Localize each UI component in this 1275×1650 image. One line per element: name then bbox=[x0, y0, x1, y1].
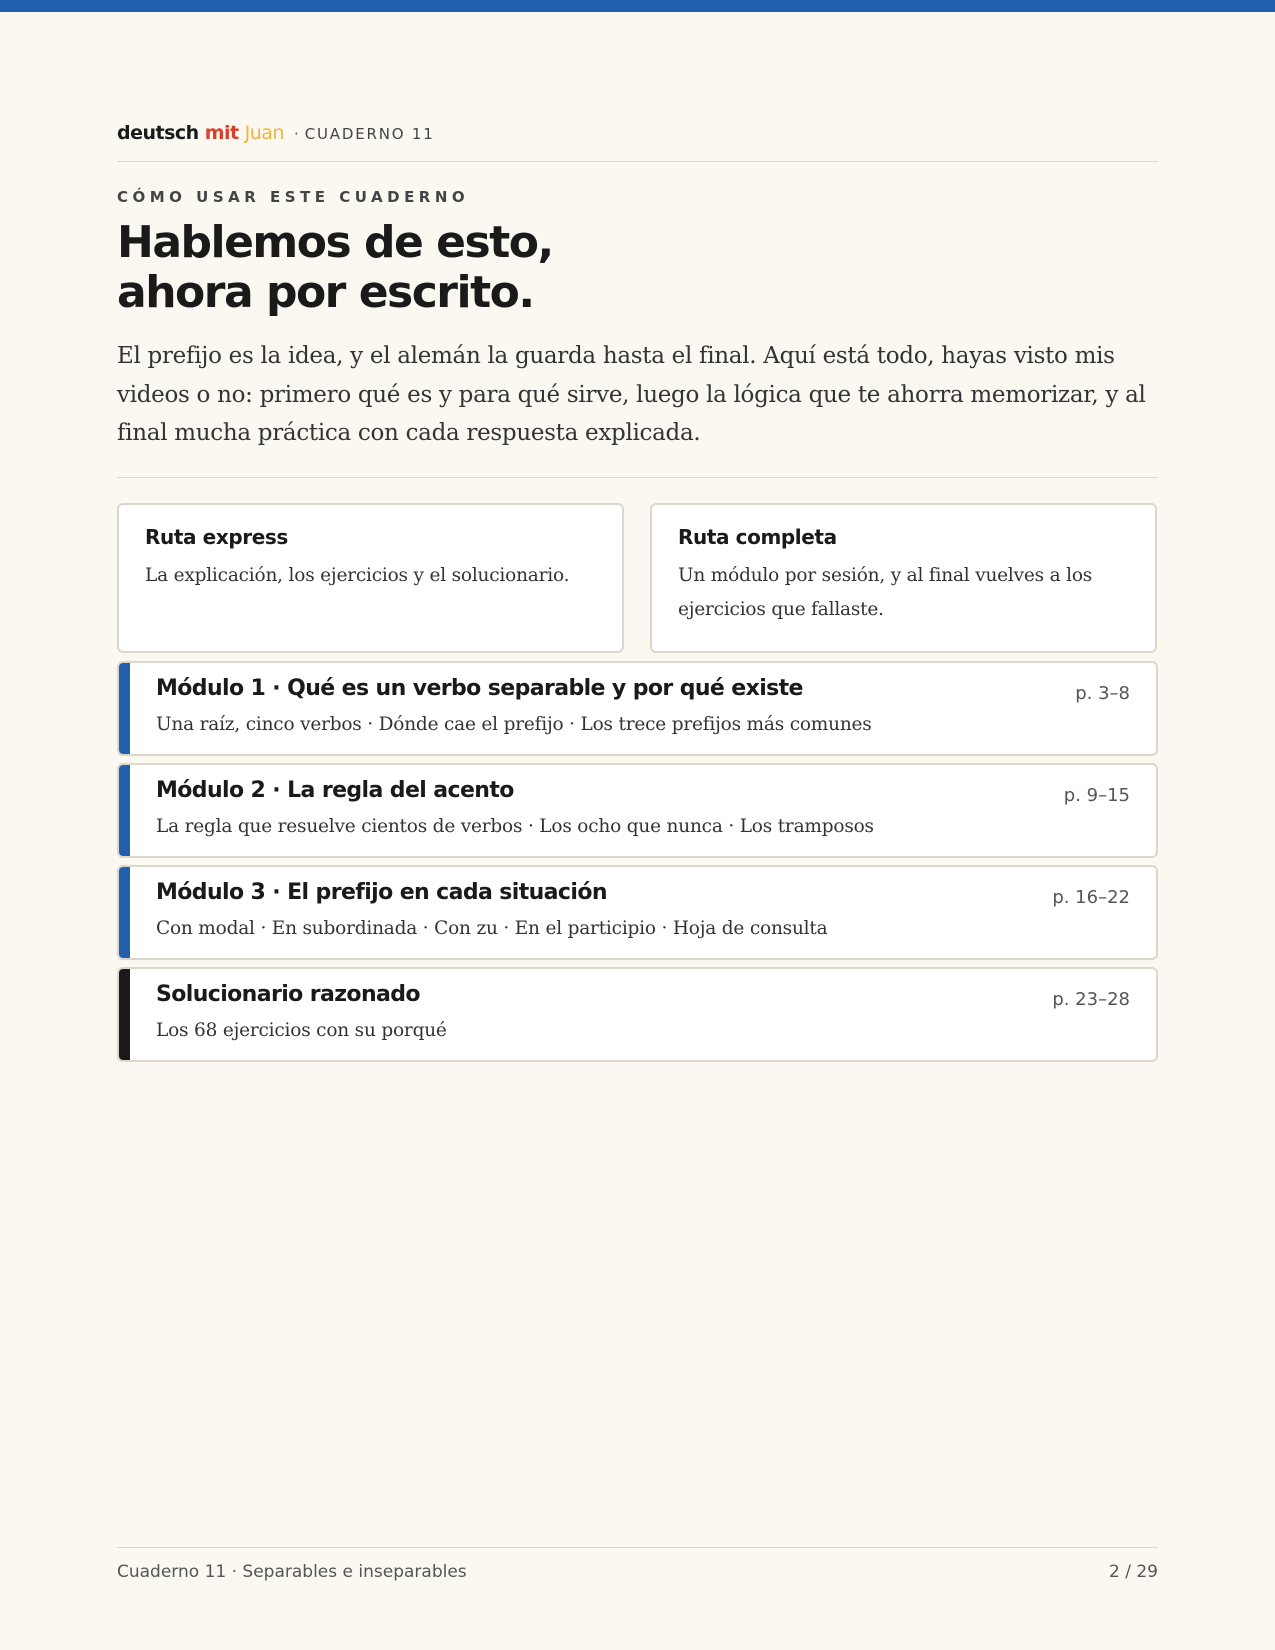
module-card-1[interactable] bbox=[117, 661, 1158, 756]
top-accent-bar bbox=[0, 0, 1275, 12]
intro-paragraph: El prefijo es la idea, y el alemán la guarda hasta el final. Aquí está todo, hayas visto mis videos o no: primero qué es y para qué sirve, luego la lógica que te ahorra memorizar, y al final mucha práctica con cada respuesta explicada. bbox=[117, 343, 1146, 446]
module-accent-bar bbox=[119, 969, 130, 1060]
page-number: 2 / 29 bbox=[1109, 1562, 1158, 1582]
route-title: Ruta express bbox=[145, 525, 288, 549]
module-title: Módulo 3 · El prefijo en cada situación bbox=[156, 880, 607, 905]
logo-word-deutsch: deutsch bbox=[117, 122, 199, 144]
logo-word-mit: mit bbox=[204, 122, 239, 144]
route-description: Un módulo por sesión, y al final vuelves a los ejercicios que fallaste. bbox=[678, 565, 1093, 620]
module-description: Los 68 ejercicios con su porqué bbox=[156, 1020, 447, 1041]
module-card-2[interactable] bbox=[117, 763, 1158, 858]
page-header bbox=[117, 122, 435, 144]
page-title-line-2: ahora por escrito. bbox=[117, 267, 534, 318]
footer-title: Cuaderno 11 · Separables e inseparables bbox=[117, 1562, 467, 1582]
notebook-label: CUADERNO 11 bbox=[304, 125, 435, 143]
intro-divider bbox=[117, 477, 1158, 478]
footer-divider bbox=[117, 1547, 1158, 1548]
module-pages: p. 16–22 bbox=[1052, 887, 1130, 908]
header-separator: · bbox=[293, 125, 299, 143]
module-card-solutions[interactable] bbox=[117, 967, 1158, 1062]
module-pages: p. 3–8 bbox=[1075, 683, 1130, 704]
module-pages: p. 9–15 bbox=[1063, 785, 1130, 806]
brand-logo bbox=[117, 122, 284, 144]
module-accent-bar bbox=[119, 663, 130, 754]
page-title-line-1: Hablemos de esto, bbox=[117, 217, 553, 268]
route-description: La explicación, los ejercicios y el solucionario. bbox=[145, 565, 570, 586]
module-title: Solucionario razonado bbox=[156, 982, 420, 1007]
page-title bbox=[117, 218, 1158, 318]
module-description: La regla que resuelve cientos de verbos · Los ocho que nunca · Los tramposos bbox=[156, 816, 874, 837]
module-title: Módulo 1 · Qué es un verbo separable y por qué existe bbox=[156, 676, 803, 701]
module-card-3[interactable] bbox=[117, 865, 1158, 960]
module-accent-bar bbox=[119, 867, 130, 958]
module-description: Con modal · En subordinada · Con zu · En el participio · Hoja de consulta bbox=[156, 918, 828, 939]
route-card-express bbox=[117, 503, 624, 653]
route-card-complete bbox=[650, 503, 1157, 653]
module-accent-bar bbox=[119, 765, 130, 856]
module-pages: p. 23–28 bbox=[1052, 989, 1130, 1010]
section-eyebrow: CÓMO USAR ESTE CUADERNO bbox=[117, 188, 470, 206]
module-description: Una raíz, cinco verbos · Dónde cae el prefijo · Los trece prefijos más comunes bbox=[156, 714, 872, 735]
logo-word-juan: Juan bbox=[244, 122, 284, 144]
header-divider bbox=[117, 161, 1158, 162]
route-title: Ruta completa bbox=[678, 525, 837, 549]
module-title: Módulo 2 · La regla del acento bbox=[156, 778, 514, 803]
